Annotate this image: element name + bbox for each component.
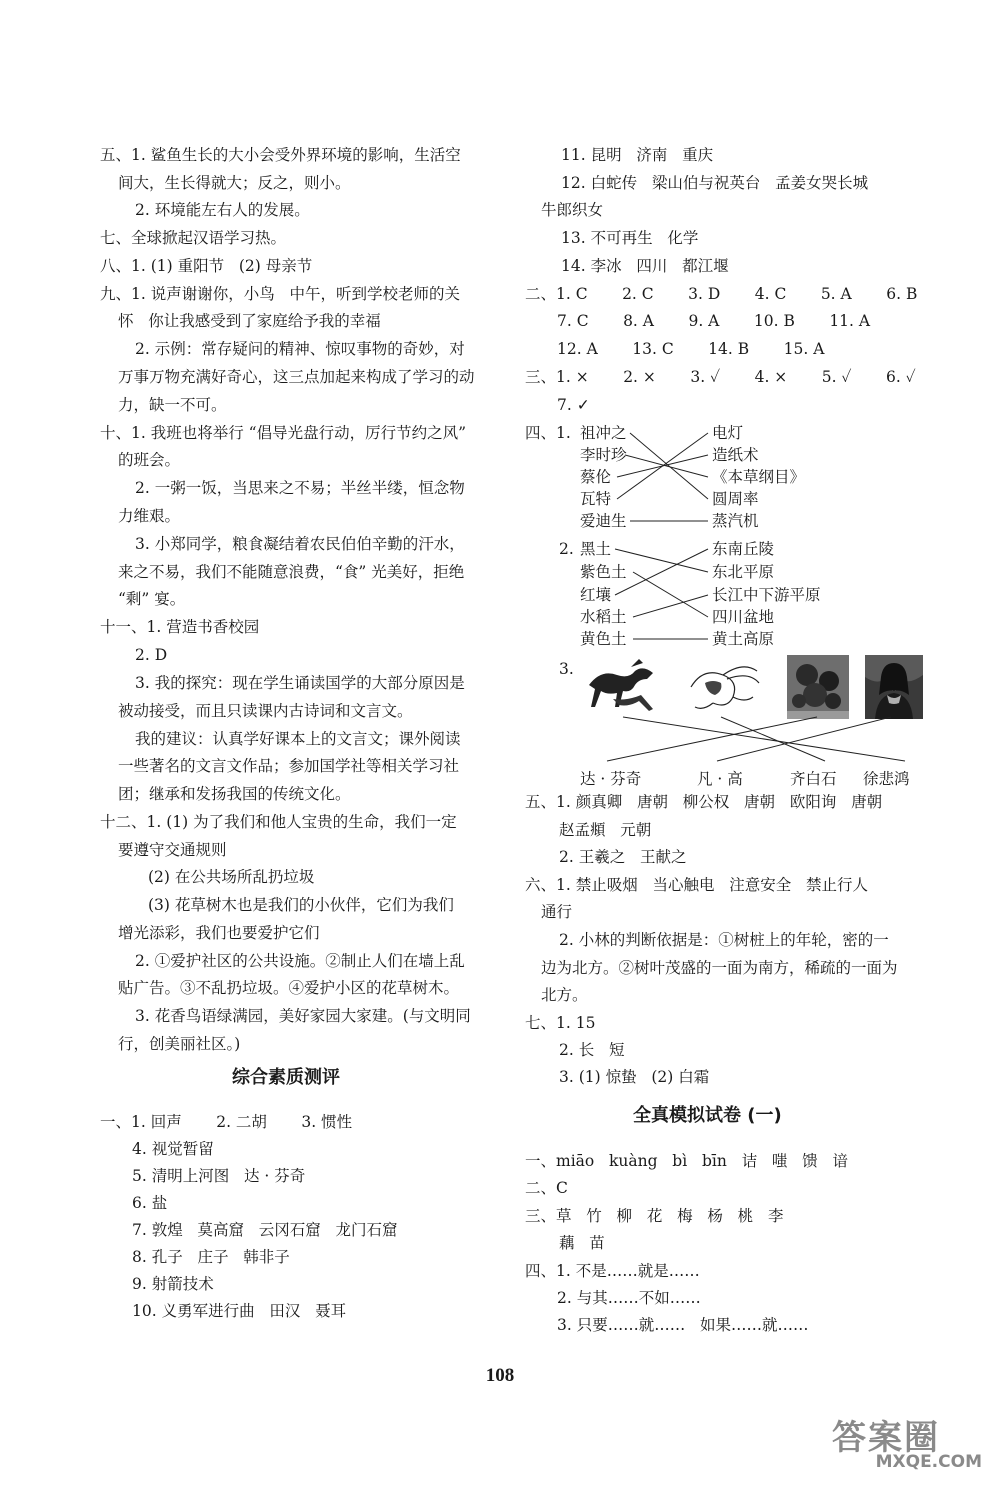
answer-line: 二、C [525, 1179, 568, 1197]
painter-name: 达 · 芬奇 [580, 770, 642, 788]
match-left-item: 黄色土 [580, 630, 627, 648]
answer-line: 来之不易，我们不能随意浪费，“食” 光美好，拒绝 [118, 563, 465, 581]
question-label: 四、1. [525, 424, 571, 442]
answer-line: 2. ①爱护社区的公共设施。②制止人们在墙上乱 [135, 952, 465, 970]
match-right-item: 东北平原 [712, 563, 775, 581]
answer-line: 2. 王羲之 王献之 [559, 848, 687, 866]
answer-line: 北方。 [541, 986, 588, 1004]
answer-line: 团；继承和发扬我国的传统文化。 [118, 785, 351, 803]
answer-line: 牛郎织女 [541, 201, 604, 219]
answer-line: 6. 盐 [132, 1194, 168, 1212]
answer-line: 10. 义勇军进行曲 田汉 聂耳 [132, 1302, 347, 1320]
answer-line: 一些著名的文言文作品；参加国学社等相关学习社 [118, 757, 460, 775]
answer-line: 十、1. 我班也将举行 “倡导光盘行动，厉行节约之风” [100, 424, 466, 442]
answer-line: 增光添彩，我们也要爱护它们 [118, 924, 320, 942]
matching-lines [525, 537, 855, 651]
answer-line: 怀 你让我感受到了家庭给予我的幸福 [118, 312, 381, 330]
answer-line: 二、1. C 2. C 3. D 4. C 5. A 6. B [525, 285, 918, 303]
answer-line: 十二、1. (1) 为了我们和他人宝贵的生命，我们一定 [100, 813, 457, 831]
match-right-item: 圆周率 [712, 490, 759, 508]
answer-line: 2. 与其……不如…… [557, 1289, 701, 1307]
answer-line: 12. 白蛇传 梁山伯与祝英台 孟姜女哭长城 [561, 174, 869, 192]
matching-paintings [525, 655, 925, 789]
answer-line: 一、miāo kuàng bì bīn 诘 嗤 馈 谙 [525, 1152, 848, 1170]
answer-line: 3. 花香鸟语绿满园，美好家园大家建。(与文明同 [135, 1007, 471, 1025]
answer-line: 7. 敦煌 莫高窟 云冈石窟 龙门石窟 [132, 1221, 398, 1239]
answer-line: 我的建议：认真学好课本上的文言文；课外阅读 [135, 730, 461, 748]
answer-line: 三、草 竹 柳 花 梅 杨 桃 李 [525, 1207, 784, 1225]
matching-soils [525, 537, 855, 651]
match-right-item: 四川盆地 [712, 608, 775, 626]
answer-line: 间大，生长得就大；反之，则小。 [118, 174, 351, 192]
answer-line: 3. 只要……就…… 如果……就…… [557, 1316, 809, 1334]
section-title: 全真模拟试卷 (一) [633, 1105, 782, 1126]
answer-line: 2. 小林的判断依据是：①树桩上的年轮，密的一 [559, 931, 889, 949]
answer-line: 5. 清明上河图 达 · 芬奇 [132, 1167, 306, 1185]
answer-line: 七、1. 15 [525, 1014, 596, 1032]
painter-name: 徐悲鸿 [863, 770, 910, 788]
answer-line: 2. 长 短 [559, 1041, 625, 1059]
answer-line: 通行 [541, 903, 573, 921]
painter-name: 齐白石 [790, 770, 837, 788]
mona-lisa-painting-image [865, 655, 923, 719]
match-right-item: 长江中下游平原 [712, 586, 821, 604]
answer-line: 十一、1. 营造书香校园 [100, 618, 260, 636]
answer-line: 五、1. 鲨鱼生长的大小会受外界环境的影响，生活空 [100, 146, 461, 164]
watermark-logo [832, 1410, 982, 1472]
answer-line: 行，创美丽社区。) [118, 1035, 241, 1053]
answer-line: 八、1. (1) 重阳节 (2) 母亲节 [100, 257, 313, 275]
match-left-item: 红壤 [580, 586, 612, 604]
answer-line: 2. D [135, 646, 168, 664]
answer-line: 7. C 8. A 9. A 10. B 11. A [557, 312, 871, 330]
answer-line: 边为北方。②树叶茂盛的一面为南方，稀疏的一面为 [541, 959, 898, 977]
answer-line: 要遵守交通规则 [118, 841, 227, 859]
match-right-item: 东南丘陵 [712, 540, 775, 558]
matching-lines [525, 715, 925, 771]
answer-line: 七、全球掀起汉语学习热。 [100, 229, 287, 247]
watermark-url: MXQE.COM [875, 1452, 982, 1472]
match-left-item: 黑土 [580, 540, 612, 558]
question-label: 2. [559, 540, 574, 558]
matching-lines [525, 421, 855, 533]
match-left-item: 紫色土 [580, 563, 627, 581]
answer-line: 六、1. 禁止吸烟 当心触电 注意安全 禁止行人 [525, 876, 869, 894]
match-right-item: 《本草纲目》 [712, 468, 806, 486]
watermark-text: 答案圈 [832, 1418, 940, 1458]
answer-line: 九、1. 说声谢谢你，小鸟 中午，听到学校老师的关 [100, 285, 460, 303]
answer-line: 五、1. 颜真卿 唐朝 柳公权 唐朝 欧阳询 唐朝 [525, 793, 883, 811]
match-left-item: 李时珍 [580, 446, 627, 464]
answer-line: 一、1. 回声 2. 二胡 3. 惯性 [100, 1113, 353, 1131]
answer-line: 14. 李冰 四川 都江堰 [561, 257, 729, 275]
match-left-item: 瓦特 [580, 490, 612, 508]
horse-painting-image [583, 655, 665, 720]
page-number: 108 [485, 1365, 515, 1386]
match-left-item: 爱迪生 [580, 512, 627, 530]
section-title: 综合素质测评 [232, 1067, 340, 1088]
shrimp-painting-image [683, 657, 763, 719]
match-left-item: 蔡伦 [580, 468, 612, 486]
answer-line: 3. (1) 惊蛰 (2) 白霜 [559, 1068, 710, 1086]
answer-line: 三、1. × 2. × 3. ✓ 4. × 5. ✓ 6. ✓ [525, 368, 916, 386]
match-right-item: 黄土高原 [712, 630, 775, 648]
match-right-item: 电灯 [712, 424, 744, 442]
answer-line: 赵孟頫 元朝 [559, 821, 652, 839]
answer-line: 2. 环境能左右人的发展。 [135, 201, 310, 219]
answer-line: 3. 我的探究：现在学生诵读国学的大部分原因是 [135, 674, 465, 692]
answer-line: 万事万物充满好奇心，这三点加起来构成了学习的动 [118, 368, 475, 386]
answer-line: 力，缺一不可。 [118, 396, 227, 414]
answer-line: 8. 孔子 庄子 韩非子 [132, 1248, 290, 1266]
answer-line: 四、1. 不是……就是…… [525, 1262, 700, 1280]
answer-line: (2) 在公共场所乱扔垃圾 [148, 868, 315, 886]
question-label: 3. [559, 660, 574, 678]
answer-line: 的班会。 [118, 451, 181, 469]
answer-line: 13. 不可再生 化学 [561, 229, 699, 247]
answer-line: 力维艰。 [118, 507, 181, 525]
match-left-item: 水稻土 [580, 608, 627, 626]
match-left-item: 祖冲之 [580, 424, 627, 442]
answer-line: 12. A 13. C 14. B 15. A [557, 340, 825, 358]
answer-line: 藕 苗 [559, 1234, 605, 1252]
answer-line: 被动接受，而且只读课内古诗词和文言文。 [118, 702, 413, 720]
answer-line: 2. 一粥一饭，当思来之不易；半丝半缕，恒念物 [135, 479, 465, 497]
answer-line: (3) 花草树木也是我们的小伙伴，它们为我们 [148, 896, 454, 914]
painter-name: 凡 · 高 [697, 770, 743, 788]
matching-inventors [525, 421, 855, 533]
answer-line: 9. 射箭技术 [132, 1275, 214, 1293]
match-right-item: 蒸汽机 [712, 512, 759, 530]
sunflower-painting-image [787, 655, 849, 719]
answer-line: 3. 小郑同学，粮食凝结着农民伯伯辛勤的汗水， [135, 535, 465, 553]
answer-line: 4. 视觉暂留 [132, 1140, 214, 1158]
answer-line: 2. 示例：常存疑问的精神、惊叹事物的奇妙，对 [135, 340, 465, 358]
answer-line: 7. ✓ [557, 396, 590, 414]
answer-line: 贴广告。③不乱扔垃圾。④爱护小区的花草树木。 [118, 979, 460, 997]
match-right-item: 造纸术 [712, 446, 759, 464]
answer-line: 11. 昆明 济南 重庆 [561, 146, 714, 164]
answer-line: “剩” 宴。 [118, 590, 186, 608]
